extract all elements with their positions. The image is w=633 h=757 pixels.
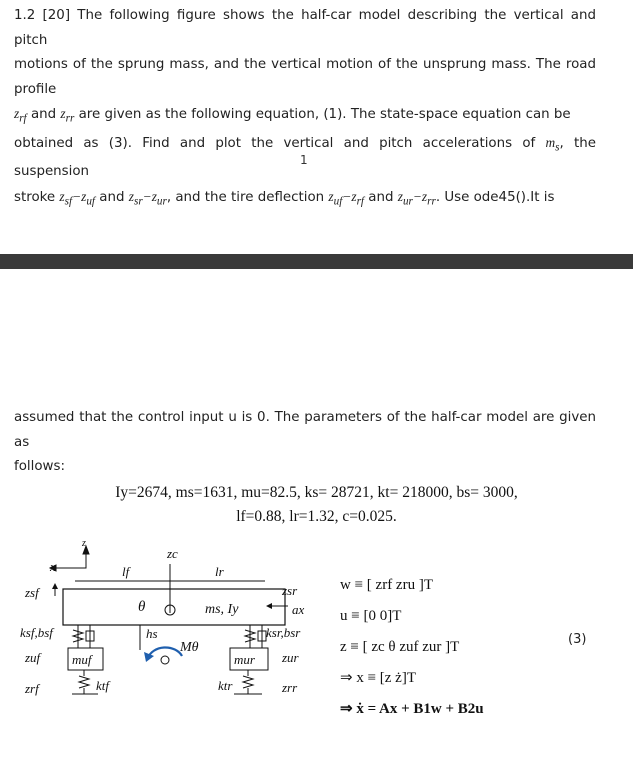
eq-x: ⇒ x ≡ [z ż]T: [340, 670, 416, 686]
para-line-5c: , and the tire deflection: [166, 189, 325, 205]
half-car-diagram: [20, 538, 320, 718]
label-lf: lf: [122, 564, 130, 579]
para-line-5e: . Use ode45().It is: [435, 189, 555, 205]
label-zsr: zsr: [282, 583, 298, 598]
para-line-5a: stroke: [14, 189, 56, 205]
continuation-paragraph: [14, 406, 596, 480]
label-ms-iy: ms, Iy: [205, 602, 239, 617]
label-muf: muf: [72, 652, 92, 667]
para-line-1: 1.2 [20] The following figure shows the half-car model describing the vertical and pitch: [14, 8, 596, 48]
label-zsf: zsf: [25, 585, 39, 600]
para-line-3a: and: [30, 107, 57, 122]
upper-page: [0, 0, 633, 254]
label-zuf: zuf: [25, 650, 41, 665]
label-ktr: ktr: [218, 678, 233, 693]
eq-u: u ≡ [0 0]T: [340, 608, 402, 624]
ms-symbol: $m_s$: [545, 135, 560, 154]
eq-xdot: ⇒ ẋ = Ax + B1w + B2u: [340, 701, 484, 717]
zrf-symbol: $z_{rf}$: [14, 106, 27, 125]
pitch-moment-arrowhead: [144, 652, 154, 662]
coordinate-axes: [50, 546, 89, 571]
cont-line-2: follows:: [14, 459, 65, 474]
rear-suspension: [245, 625, 266, 648]
tire-rear-symbol: $z_{ur}-z_{rr}$: [397, 188, 436, 208]
page-separator: [0, 254, 633, 269]
label-ksr-bsr: ksr,bsr: [266, 625, 301, 640]
state-space-equations: [340, 570, 484, 725]
page-number: 1: [300, 153, 308, 167]
stroke-front-symbol: $z_{sf}-z_{uf}$: [59, 188, 96, 208]
para-line-5d: and: [368, 189, 394, 205]
eq-z: z ≡ [ zc θ zuf zur ]T: [340, 639, 460, 655]
para-line-4b: , the suspension: [14, 136, 596, 180]
parameter-line-2: lf=0.88, lr=1.32, c=0.025.: [236, 508, 397, 525]
label-lr: lr: [215, 564, 224, 579]
parameter-list: [0, 481, 633, 529]
cont-line-1: assumed that the control input u is 0. The parameters of the half-car model are given as: [14, 410, 596, 450]
problem-paragraph: [14, 4, 596, 214]
label-x: x: [50, 559, 56, 574]
para-line-3b: are given as the following equation, (1). The state-space equation can be: [78, 107, 571, 122]
parameter-line-1: Iy=2674, ms=1631, mu=82.5, ks= 28721, kt= 218000, bs= 3000,: [115, 484, 518, 501]
label-mur: mur: [234, 652, 255, 667]
label-zc: zc: [167, 546, 178, 561]
equation-number: (3): [568, 632, 587, 647]
label-zrf: zrf: [25, 681, 39, 696]
stroke-rear-symbol: $z_{sr}-z_{ur}$: [128, 188, 167, 208]
para-line-4a: obtained as (3). Find and plot the vertical and pitch accelerations of: [14, 136, 536, 152]
para-line-2: motions of the sprung mass, and the vertical motion of the unsprung mass. The road profile: [14, 57, 596, 97]
tire-front-symbol: $z_{uf}-z_{rf}$: [328, 188, 365, 208]
label-mtheta: Mθ: [180, 640, 199, 655]
label-ax: ax: [292, 602, 305, 617]
label-ksf-bsf: ksf,bsf: [20, 625, 53, 640]
eq-w: w ≡ [ zrf zru ]T: [340, 577, 433, 593]
zrr-symbol: $z_{rr}$: [60, 106, 75, 125]
label-ktf: ktf: [96, 678, 109, 693]
para-line-5b: and: [99, 189, 125, 205]
label-zrr: zrr: [282, 680, 298, 695]
label-z: z: [82, 538, 86, 549]
front-suspension: [73, 625, 94, 648]
label-zur: zur: [282, 650, 299, 665]
label-theta: θ: [138, 599, 146, 615]
label-hs: hs: [146, 626, 158, 641]
